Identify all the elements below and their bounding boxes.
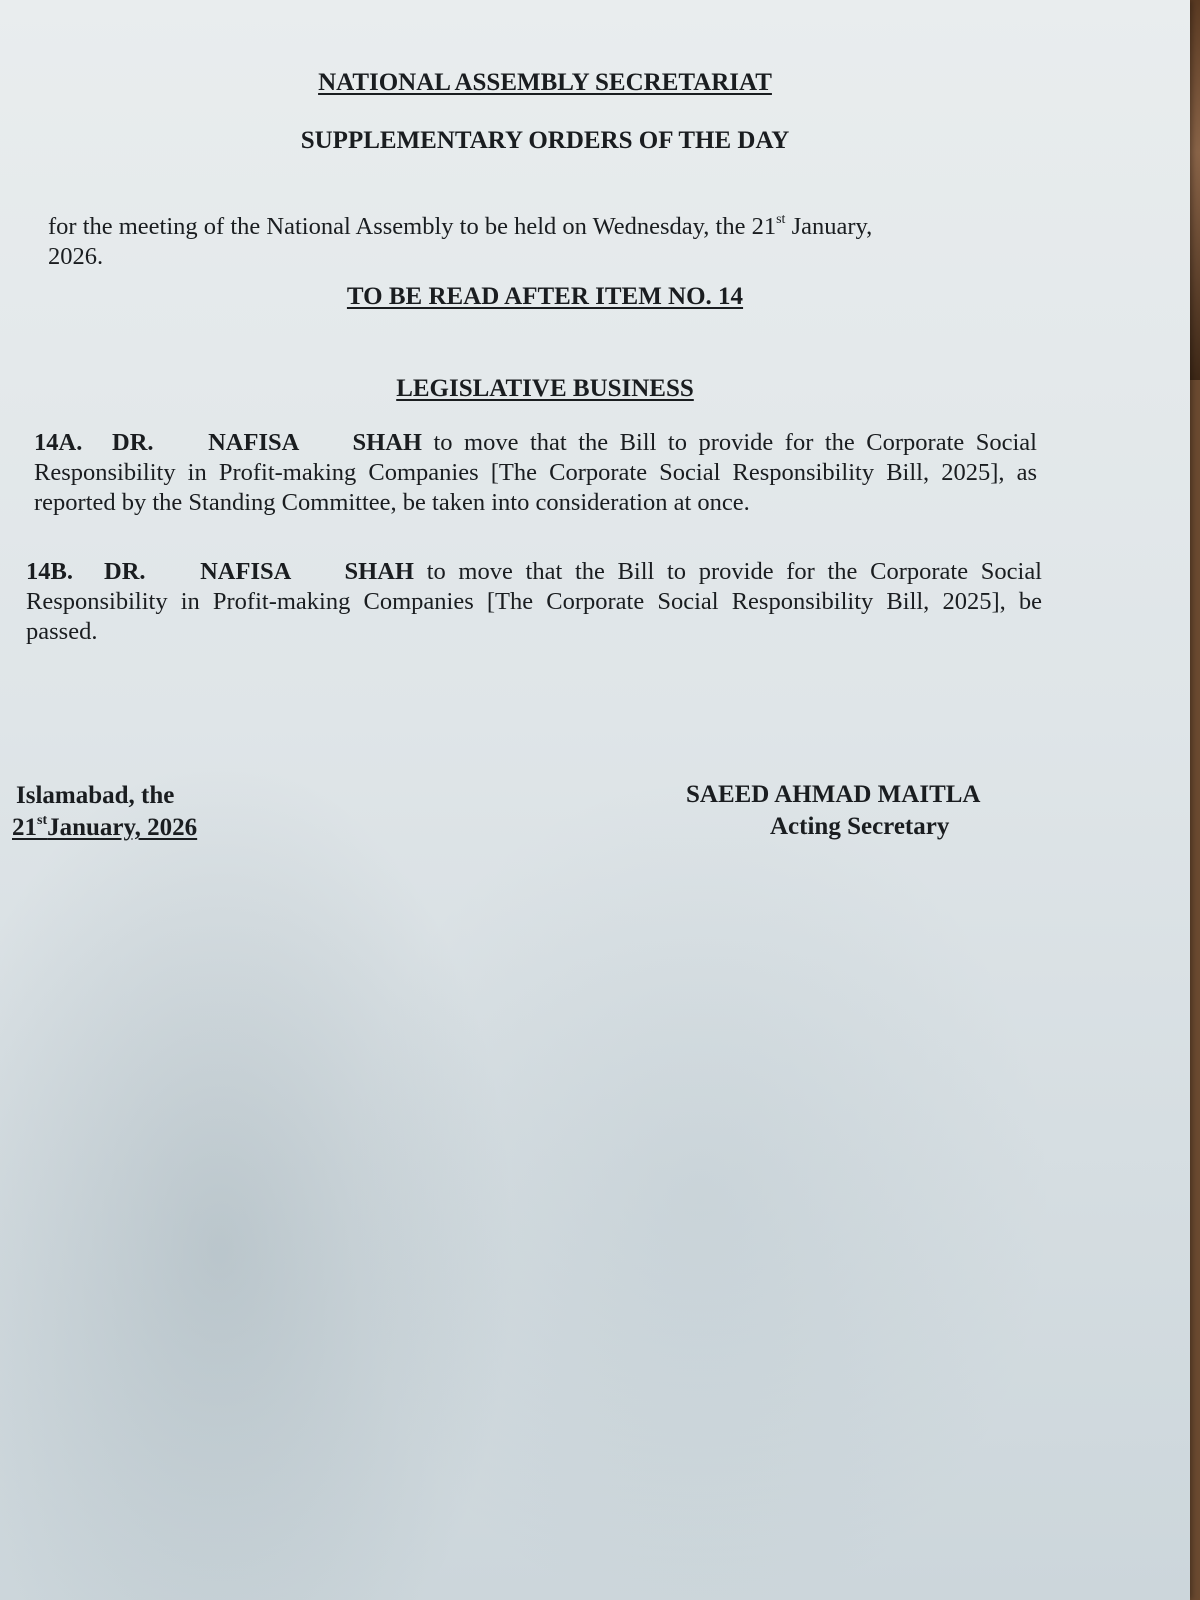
intro-date-suffix: st xyxy=(776,211,786,227)
order-item-14b xyxy=(26,557,1042,647)
intro-line1-end: January, xyxy=(785,213,873,240)
item-number: 14B. xyxy=(26,558,73,585)
item-number: 14A. xyxy=(34,429,83,456)
signatory-title: Acting Secretary xyxy=(770,813,950,840)
issue-date-suffix: st xyxy=(37,812,48,828)
item-line2: Responsibility in Profit-making Companies [The Corporate Social Responsibility Bill, 2025], be xyxy=(26,588,1042,615)
intro-line2: 2026. xyxy=(48,243,104,270)
signatory-name: SAEED AHMAD MAITLA xyxy=(686,781,981,808)
order-item-14a xyxy=(34,428,1037,518)
item-line2: Responsibility in Profit-making Companies [The Corporate Social Responsibility Bill, 2025], as xyxy=(34,459,1037,486)
read-after-heading: TO BE READ AFTER ITEM NO. 14 xyxy=(346,283,744,310)
issue-date-rest: January, 2026 xyxy=(47,814,198,841)
item-mover: DR. NAFISA SHAH xyxy=(104,558,414,585)
document-title: SUPPLEMENTARY ORDERS OF THE DAY xyxy=(300,127,790,154)
meeting-intro xyxy=(48,212,1033,272)
item-line3: passed. xyxy=(26,618,98,645)
issue-date-day: 21 xyxy=(12,814,37,841)
section-heading: LEGISLATIVE BUSINESS xyxy=(396,375,694,402)
issue-place: Islamabad, the xyxy=(16,782,175,809)
item-line1: to move that the Bill to provide for the Corporate Social xyxy=(433,429,1037,456)
issue-date xyxy=(12,813,197,843)
intro-line1-text: for the meeting of the National Assembly to be held on Wednesday, the 21 xyxy=(48,213,777,240)
org-heading: NATIONAL ASSEMBLY SECRETARIAT xyxy=(318,69,772,96)
item-line3: reported by the Standing Committee, be taken into consideration at once. xyxy=(34,489,750,516)
item-line1: to move that the Bill to provide for the Corporate Social xyxy=(426,558,1042,585)
item-mover: DR. NAFISA SHAH xyxy=(112,429,422,456)
